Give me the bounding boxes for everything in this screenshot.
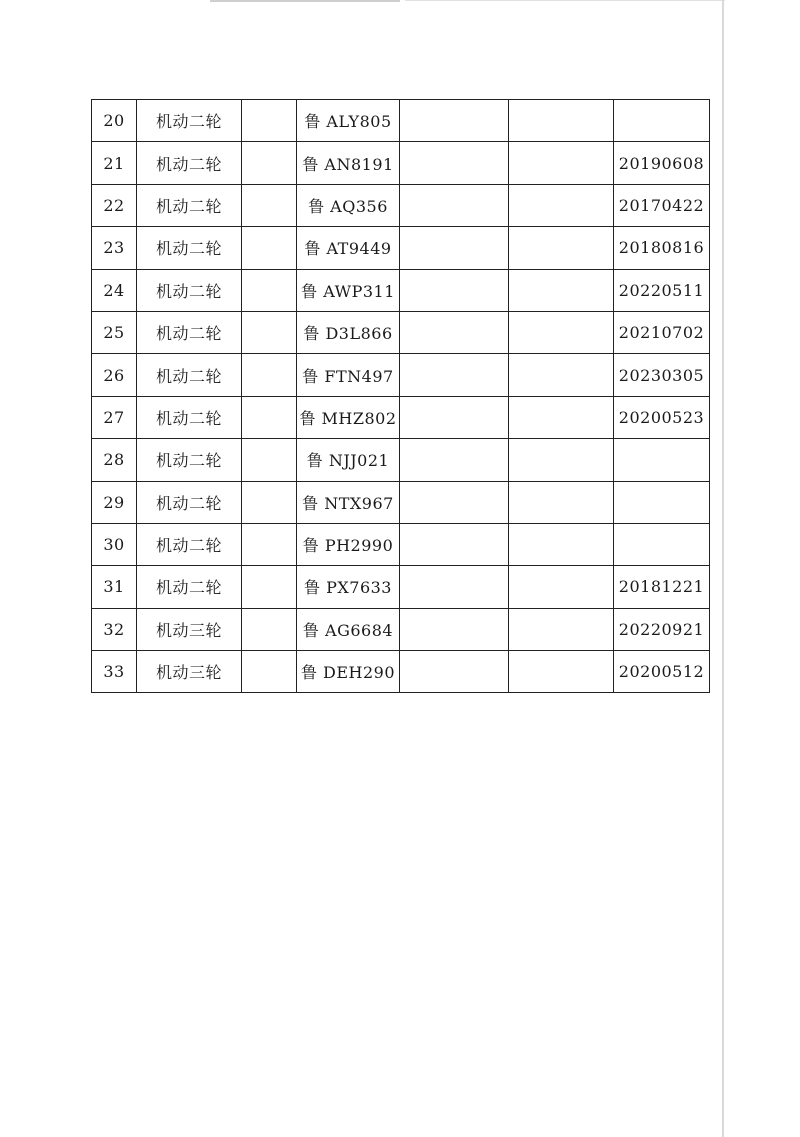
plate-number-cell: 鲁 FTN497 [297,354,400,396]
empty-cell [509,311,614,353]
vehicle-type-cell: 机动三轮 [137,651,242,693]
row-number-cell: 28 [92,439,137,481]
empty-cell [242,184,297,226]
empty-cell [242,354,297,396]
empty-cell [242,481,297,523]
empty-cell [509,396,614,438]
row-number-cell: 23 [92,227,137,269]
date-cell: 20190608 [614,142,710,184]
row-number-cell: 32 [92,608,137,650]
empty-cell [400,481,509,523]
empty-cell [509,354,614,396]
empty-cell [400,269,509,311]
empty-cell [509,100,614,142]
empty-cell [509,142,614,184]
empty-cell [509,481,614,523]
vehicle-type-cell: 机动二轮 [137,566,242,608]
table-row [92,481,710,523]
vehicle-record-table [91,99,710,693]
empty-cell [242,396,297,438]
empty-cell [400,396,509,438]
empty-cell [509,566,614,608]
empty-cell [509,651,614,693]
table-row [92,651,710,693]
table-row [92,608,710,650]
row-number-cell: 24 [92,269,137,311]
table-row [92,523,710,565]
plate-number-cell: 鲁 AQ356 [297,184,400,226]
vehicle-type-cell: 机动二轮 [137,184,242,226]
row-number-cell: 21 [92,142,137,184]
row-number-cell: 26 [92,354,137,396]
empty-cell [400,311,509,353]
table-row [92,100,710,142]
table-row [92,311,710,353]
empty-cell [242,100,297,142]
plate-number-cell: 鲁 PH2990 [297,523,400,565]
vehicle-type-cell: 机动二轮 [137,227,242,269]
vehicle-type-cell: 机动二轮 [137,481,242,523]
table-body [92,100,710,693]
row-number-cell: 22 [92,184,137,226]
empty-cell [242,523,297,565]
date-cell: 20220511 [614,269,710,311]
empty-cell [400,608,509,650]
date-cell: 20200523 [614,396,710,438]
date-cell: 20220921 [614,608,710,650]
empty-cell [509,523,614,565]
empty-cell [400,439,509,481]
empty-cell [400,354,509,396]
empty-cell [509,269,614,311]
vehicle-type-cell: 机动二轮 [137,269,242,311]
empty-cell [400,142,509,184]
empty-cell [400,566,509,608]
table-row [92,269,710,311]
plate-number-cell: 鲁 NJJ021 [297,439,400,481]
scan-edge-top [210,0,400,2]
vehicle-type-cell: 机动二轮 [137,439,242,481]
row-number-cell: 33 [92,651,137,693]
table-row [92,439,710,481]
vehicle-type-cell: 机动二轮 [137,354,242,396]
empty-cell [509,439,614,481]
date-cell: 20181221 [614,566,710,608]
date-cell: 20230305 [614,354,710,396]
vehicle-type-cell: 机动二轮 [137,523,242,565]
empty-cell [242,651,297,693]
table-row [92,184,710,226]
vehicle-type-cell: 机动二轮 [137,396,242,438]
scan-edge-top-faint [405,0,725,1]
table-row [92,396,710,438]
plate-number-cell: 鲁 AG6684 [297,608,400,650]
vehicle-type-cell: 机动二轮 [137,311,242,353]
date-cell: 20210702 [614,311,710,353]
empty-cell [400,651,509,693]
plate-number-cell: 鲁 D3L866 [297,311,400,353]
empty-cell [242,566,297,608]
row-number-cell: 27 [92,396,137,438]
plate-number-cell: 鲁 AN8191 [297,142,400,184]
row-number-cell: 31 [92,566,137,608]
empty-cell [400,184,509,226]
empty-cell [400,227,509,269]
row-number-cell: 30 [92,523,137,565]
plate-number-cell: 鲁 ALY805 [297,100,400,142]
empty-cell [509,184,614,226]
row-number-cell: 25 [92,311,137,353]
date-cell [614,100,710,142]
plate-number-cell: 鲁 PX7633 [297,566,400,608]
date-cell: 20180816 [614,227,710,269]
empty-cell [509,608,614,650]
plate-number-cell: 鲁 AWP311 [297,269,400,311]
plate-number-cell: 鲁 DEH290 [297,651,400,693]
plate-number-cell: 鲁 MHZ802 [297,396,400,438]
date-cell [614,481,710,523]
empty-cell [242,311,297,353]
scan-edge-right [722,0,724,1137]
date-cell [614,523,710,565]
empty-cell [242,227,297,269]
table-row [92,142,710,184]
empty-cell [242,269,297,311]
empty-cell [242,608,297,650]
vehicle-type-cell: 机动二轮 [137,100,242,142]
date-cell [614,439,710,481]
empty-cell [242,439,297,481]
empty-cell [400,100,509,142]
date-cell: 20200512 [614,651,710,693]
vehicle-type-cell: 机动二轮 [137,142,242,184]
date-cell: 20170422 [614,184,710,226]
empty-cell [400,523,509,565]
plate-number-cell: 鲁 NTX967 [297,481,400,523]
table-row [92,354,710,396]
table-row [92,227,710,269]
plate-number-cell: 鲁 AT9449 [297,227,400,269]
empty-cell [509,227,614,269]
row-number-cell: 29 [92,481,137,523]
vehicle-type-cell: 机动三轮 [137,608,242,650]
row-number-cell: 20 [92,100,137,142]
empty-cell [242,142,297,184]
table-row [92,566,710,608]
